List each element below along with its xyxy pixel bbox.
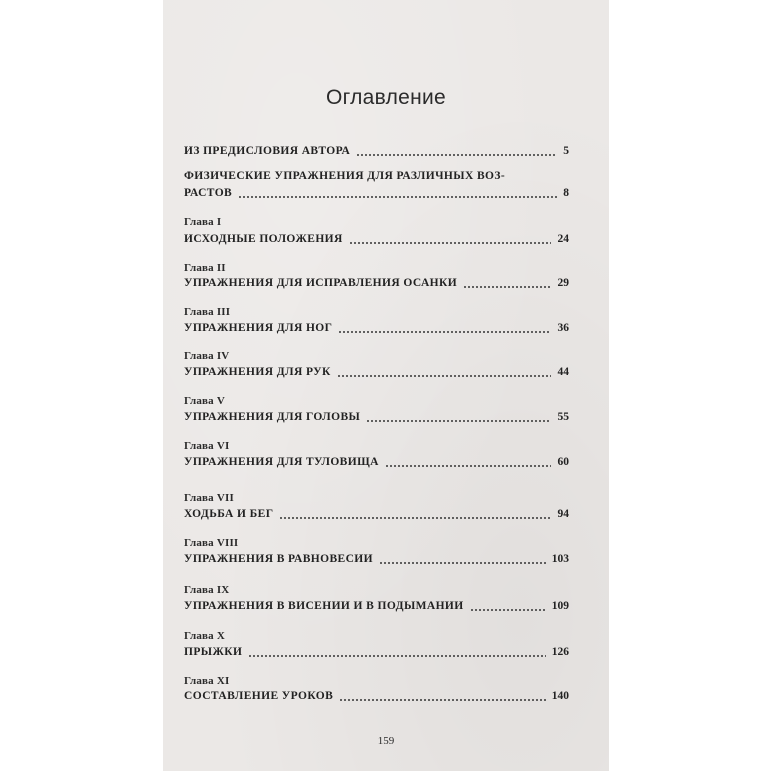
toc-entry-title: УПРАЖНЕНИЯ ДЛЯ РУК xyxy=(184,366,331,378)
chapter-label: Глава VIII xyxy=(184,537,239,549)
chapter-label: Глава II xyxy=(184,262,226,274)
toc-entry-title: УПРАЖНЕНИЯ В РАВНОВЕСИИ xyxy=(184,553,373,565)
page-number: 159 xyxy=(377,735,395,747)
toc-title: Оглавление xyxy=(325,86,447,109)
toc-entry[interactable] xyxy=(184,553,569,569)
toc-entry-page: 103 xyxy=(551,553,569,565)
chapter-label: Глава VI xyxy=(184,440,230,452)
toc-entry[interactable] xyxy=(184,322,569,338)
leader-dots xyxy=(238,196,557,198)
chapter-label: Глава X xyxy=(184,630,225,642)
toc-entry-page: 109 xyxy=(551,600,569,612)
toc-entry[interactable] xyxy=(184,145,569,161)
toc-entry-title: ПРЫЖКИ xyxy=(184,646,243,658)
toc-entry-page: 44 xyxy=(557,366,569,378)
leader-dots xyxy=(379,562,546,564)
toc-entry[interactable] xyxy=(184,456,569,472)
toc-entry-title: ФИЗИЧЕСКИЕ УПРАЖНЕНИЯ ДЛЯ РАЗЛИЧНЫХ ВОЗ- xyxy=(184,170,506,182)
toc-entry-title: УПРАЖНЕНИЯ ДЛЯ ГОЛОВЫ xyxy=(184,411,361,423)
toc-entry-page: 126 xyxy=(551,646,569,658)
toc-entry-title: ИСХОДНЫЕ ПОЛОЖЕНИЯ xyxy=(184,233,343,245)
leader-dots xyxy=(470,609,546,611)
toc-entry-page: 8 xyxy=(563,187,569,199)
chapter-label: Глава VII xyxy=(184,492,234,504)
toc-entry-title: УПРАЖНЕНИЯ ДЛЯ НОГ xyxy=(184,322,333,334)
leader-dots xyxy=(337,375,551,377)
toc-entry[interactable] xyxy=(184,233,569,249)
toc-entry-page: 29 xyxy=(557,277,569,289)
toc-entry-title: ХОДЬБА И БЕГ xyxy=(184,508,274,520)
toc-entry-title: УПРАЖНЕНИЯ ДЛЯ ИСПРАВЛЕНИЯ ОСАНКИ xyxy=(184,277,458,289)
toc-entry-continuation[interactable] xyxy=(184,187,569,203)
toc-entry[interactable] xyxy=(184,411,569,427)
toc-entry[interactable] xyxy=(184,366,569,382)
leader-dots xyxy=(349,242,551,244)
chapter-label: Глава XI xyxy=(184,675,230,687)
leader-dots xyxy=(356,154,557,156)
toc-entry-page: 36 xyxy=(557,322,569,334)
toc-entry-title-line2: РАСТОВ xyxy=(184,187,233,199)
chapter-label: Глава IV xyxy=(184,350,230,362)
toc-entry-title: УПРАЖНЕНИЯ ДЛЯ ТУЛОВИЩА xyxy=(184,456,379,468)
toc-entry-page: 94 xyxy=(557,508,569,520)
chapter-label: Глава III xyxy=(184,306,231,318)
toc-entry[interactable] xyxy=(184,508,569,524)
toc-entry-page: 5 xyxy=(563,145,569,157)
toc-entry-page: 55 xyxy=(557,411,569,423)
toc-entry-page: 24 xyxy=(557,233,569,245)
toc-entry-page: 140 xyxy=(551,690,569,702)
leader-dots xyxy=(366,420,551,422)
leader-dots xyxy=(279,517,551,519)
chapter-label: Глава V xyxy=(184,395,225,407)
toc-entry[interactable] xyxy=(184,600,569,616)
toc-entry[interactable] xyxy=(184,646,569,662)
book-page xyxy=(163,0,609,771)
chapter-label: Глава I xyxy=(184,216,222,228)
toc-entry-title: ИЗ ПРЕДИСЛОВИЯ АВТОРА xyxy=(184,145,351,157)
toc-entry[interactable] xyxy=(184,170,569,186)
toc-entry-title: УПРАЖНЕНИЯ В ВИСЕНИИ И В ПОДЫМАНИИ xyxy=(184,600,464,612)
leader-dots xyxy=(338,331,551,333)
toc-entry-title: СОСТАВЛЕНИЕ УРОКОВ xyxy=(184,690,334,702)
leader-dots xyxy=(248,655,546,657)
leader-dots xyxy=(385,465,551,467)
toc-entry[interactable] xyxy=(184,690,569,706)
toc-entry[interactable] xyxy=(184,277,569,293)
leader-dots xyxy=(463,286,551,288)
leader-dots xyxy=(339,699,546,701)
toc-entry-page: 60 xyxy=(557,456,569,468)
chapter-label: Глава IX xyxy=(184,584,230,596)
